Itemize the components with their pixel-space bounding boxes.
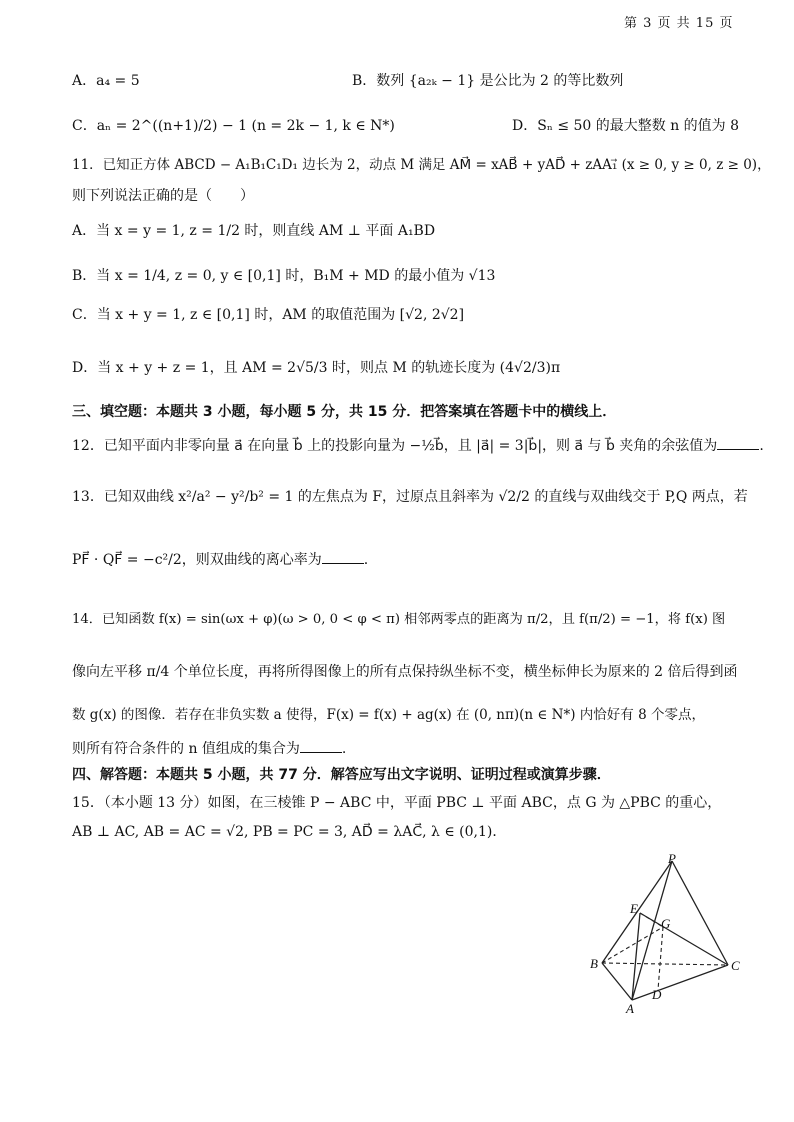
q14-body: 则所有符合条件的 n 值组成的集合为	[72, 741, 300, 757]
q12-period: .	[759, 438, 764, 454]
pyramid-figure	[588, 851, 740, 1016]
label-g: G	[661, 916, 671, 931]
q10-option-b: B．数列 {a₂ₖ − 1} 是公比为 2 的等比数列	[352, 73, 624, 89]
q14-line-3: 数 g(x) 的图像．若存在非负实数 a 使得，F(x) = f(x) + ag(x) 在 (0, nπ)(n ∈ N*) 内恰好有 8 个零点，	[72, 707, 705, 723]
q13-answer-blank	[322, 549, 364, 564]
q15-line-2: AB ⊥ AC, AB = AC = √2, PB = PC = 3, AD⃗ = λAC⃗, λ ∈ (0,1)．	[72, 824, 507, 840]
q13-line-1: 13．已知双曲线 x²/a² − y²/b² = 1 的左焦点为 F，过原点且斜率为 √2/2 的直线与双曲线交于 P,Q 两点，若	[72, 489, 748, 505]
q14-answer-blank	[300, 738, 342, 753]
q14-period: .	[341, 741, 347, 757]
segment-gd-hidden	[658, 927, 663, 990]
section-4-heading: 四、解答题：本题共 5 小题，共 77 分．解答应写出文字说明、证明过程或演算步骤．	[72, 767, 611, 783]
q11-option-c: C．当 x + y = 1, z ∈ [0,1] 时，AM 的取值范围为 [√2, 2√2]	[72, 307, 465, 323]
edge-ac	[632, 965, 728, 1000]
q11-stem: 11．已知正方体 ABCD − A₁B₁C₁D₁ 边长为 2，动点 M 满足 AM⃗ = xAB⃗ + yAD⃗ + zAA₁⃗ (x ≥ 0, y ≥ 0, z ≥ 0)，	[72, 157, 771, 173]
q15-line-1: 15．（本小题 13 分）如图，在三棱锥 P − ABC 中，平面 PBC ⊥ 平面 ABC，点 G 为 △PBC 的重心，	[72, 795, 722, 811]
q11-option-d: D．当 x + y + z = 1，且 AM = 2√5/3 时，则点 M 的轨迹长度为 (4√2/3)π	[72, 360, 561, 376]
q14-line-1: 14．已知函数 f(x) = sin(ωx + φ)(ω > 0, 0 < φ < π) 相邻两零点的距离为 π/2，且 f(π/2) = −1，将 f(x) 图	[72, 612, 726, 627]
q11-stem-cont: 则下列说法正确的是（ ）	[72, 188, 254, 204]
q10-option-a: A．a₄ = 5	[72, 73, 140, 89]
q10-option-d: D．Sₙ ≤ 50 的最大整数 n 的值为 8	[512, 118, 740, 134]
q12-text	[72, 435, 764, 456]
label-p: P	[668, 851, 676, 866]
q12-answer-blank	[717, 435, 759, 450]
edge-pc	[672, 861, 728, 965]
q13-body: PF⃗ · QF⃗ = −c²/2，则双曲线的离心率为	[72, 552, 322, 568]
label-c: C	[731, 958, 740, 973]
edge-ab	[602, 963, 632, 1000]
label-b: B	[590, 956, 598, 971]
q12-body: 12．已知平面内非零向量 a⃗ 在向量 b⃗ 上的投影向量为 −½b⃗，且 |a⃗| = 3|b⃗|，则 a⃗ 与 b⃗ 夹角的余弦值为	[72, 438, 718, 454]
edge-bc-hidden	[602, 963, 728, 965]
q13-line-2	[72, 549, 368, 570]
q11-option-b: B．当 x = 1/4, z = 0, y ∈ [0,1] 时，B₁M + MD 的最小值为 √13	[72, 268, 496, 284]
section-3-heading: 三、填空题：本题共 3 小题，每小题 5 分，共 15 分．把答案填在答题卡中的横线上．	[72, 404, 617, 420]
page-number: 第 3 页 共 15 页	[624, 16, 734, 31]
label-e: E	[630, 901, 638, 916]
q14-line-2: 像向左平移 π/4 个单位长度，再将所得图像上的所有点保持纵坐标不变，横坐标伸长为原来的 2 倍后得到函	[72, 664, 738, 680]
label-d: D	[652, 987, 662, 1002]
q10-option-c: C．aₙ = 2^((n+1)/2) − 1 (n = 2k − 1, k ∈ N*)	[72, 118, 395, 134]
q14-line-4	[72, 738, 346, 759]
segment-bg-hidden	[602, 927, 663, 963]
q13-period: .	[363, 552, 369, 568]
q11-option-a: A．当 x = y = 1, z = 1/2 时，则直线 AM ⊥ 平面 A₁BD	[72, 223, 436, 239]
label-a: A	[626, 1001, 634, 1016]
